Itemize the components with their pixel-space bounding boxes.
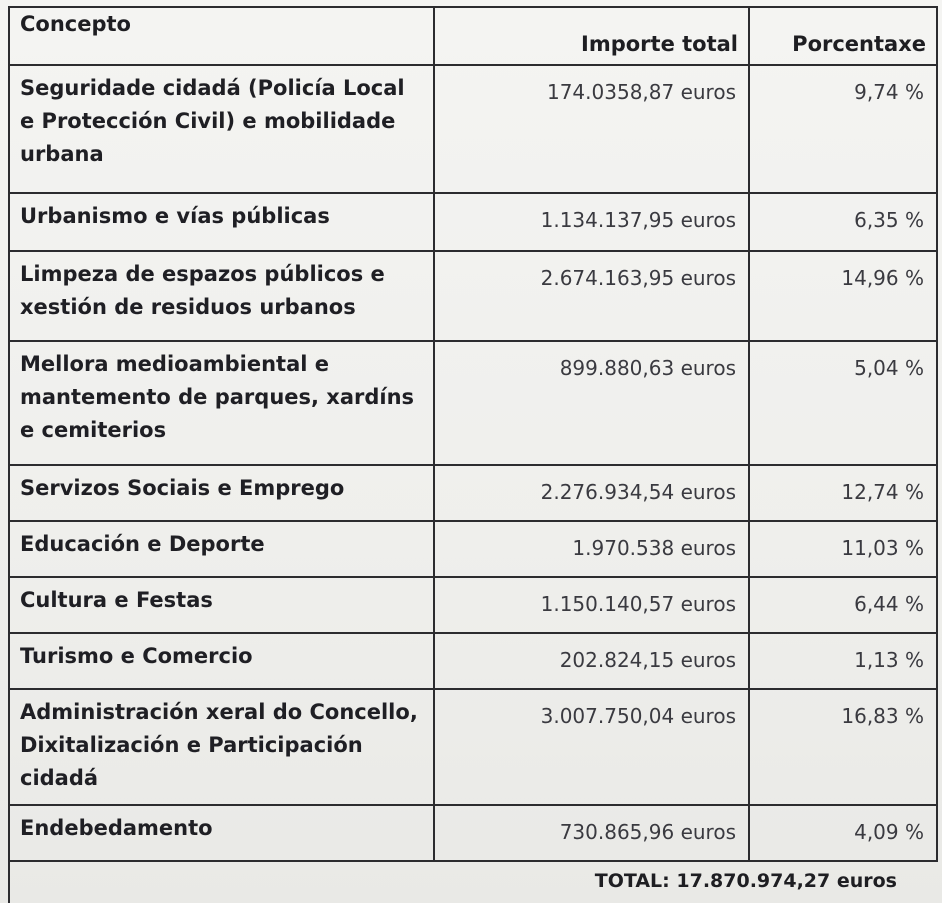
- table-row: [9, 689, 937, 805]
- row-concept: Administración xeral do Concello, Dixitalización e Participación cidadá: [9, 689, 434, 805]
- row-amount: 202.824,15 euros: [434, 633, 749, 689]
- table-row: [9, 251, 937, 341]
- table-row: [9, 805, 937, 861]
- row-amount: 2.276.934,54 euros: [434, 465, 749, 521]
- row-concept: Limpeza de espazos públicos e xestión de residuos urbanos: [9, 251, 434, 341]
- table-row: [9, 633, 937, 689]
- total-amount: TOTAL: 17.870.974,27 euros: [9, 861, 937, 903]
- row-amount: 899.880,63 euros: [434, 341, 749, 465]
- row-concept: Mellora medioambiental e mantemento de parques, xardíns e cemiterios: [9, 341, 434, 465]
- table-row: [9, 341, 937, 465]
- row-amount: 2.674.163,95 euros: [434, 251, 749, 341]
- row-concept: Cultura e Festas: [9, 577, 434, 633]
- table-header-row: [9, 7, 937, 65]
- row-concept: Educación e Deporte: [9, 521, 434, 577]
- row-percent: 16,83 %: [749, 689, 937, 805]
- row-concept: Seguridade cidadá (Policía Local e Protección Civil) e mobilidade urbana: [9, 65, 434, 193]
- row-concept: Turismo e Comercio: [9, 633, 434, 689]
- header-percent: Porcentaxe: [749, 7, 937, 65]
- row-percent: 5,04 %: [749, 341, 937, 465]
- row-amount: 174.0358,87 euros: [434, 65, 749, 193]
- row-amount: 3.007.750,04 euros: [434, 689, 749, 805]
- table-row: [9, 65, 937, 193]
- row-percent: 1,13 %: [749, 633, 937, 689]
- row-percent: 6,44 %: [749, 577, 937, 633]
- table-row: [9, 465, 937, 521]
- row-amount: 1.150.140,57 euros: [434, 577, 749, 633]
- row-percent: 6,35 %: [749, 193, 937, 251]
- table-total-row: [9, 861, 937, 903]
- budget-table: [8, 6, 938, 903]
- table-row: [9, 193, 937, 251]
- row-amount: 1.970.538 euros: [434, 521, 749, 577]
- row-amount: 1.134.137,95 euros: [434, 193, 749, 251]
- row-percent: 9,74 %: [749, 65, 937, 193]
- table-row: [9, 577, 937, 633]
- row-concept: Urbanismo e vías públicas: [9, 193, 434, 251]
- row-percent: 11,03 %: [749, 521, 937, 577]
- row-concept: Endebedamento: [9, 805, 434, 861]
- table-row: [9, 521, 937, 577]
- row-amount: 730.865,96 euros: [434, 805, 749, 861]
- header-concept: Concepto: [9, 7, 434, 65]
- row-percent: 12,74 %: [749, 465, 937, 521]
- row-percent: 14,96 %: [749, 251, 937, 341]
- header-amount: Importe total: [434, 7, 749, 65]
- row-percent: 4,09 %: [749, 805, 937, 861]
- row-concept: Servizos Sociais e Emprego: [9, 465, 434, 521]
